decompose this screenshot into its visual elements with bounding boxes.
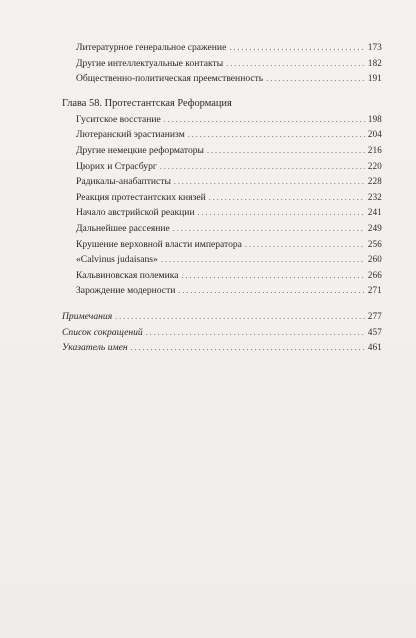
toc-entry-page: 260 <box>367 254 382 265</box>
toc-entry-title: Указатель имен <box>62 342 128 354</box>
toc-entry-title: Примечания <box>62 310 113 322</box>
leader-dots <box>146 325 365 341</box>
toc-entry <box>62 252 382 268</box>
toc-entry <box>62 71 382 87</box>
toc-section-prior-chapter <box>62 40 382 87</box>
leader-dots <box>182 268 365 284</box>
toc-entry <box>62 268 382 284</box>
toc-section-back-matter <box>62 309 382 356</box>
toc-entry-title: Дальнейшее рассеяние <box>76 222 170 234</box>
table-of-contents <box>62 40 382 356</box>
toc-entry-title: Гуситское восстание <box>76 113 161 125</box>
chapter-heading: Глава 58. Протестантская Реформация <box>62 97 232 109</box>
leader-dots <box>209 190 365 206</box>
toc-entry-title: «Calvinus judaisans» <box>76 254 158 266</box>
leader-dots <box>178 283 364 299</box>
toc-entry-title: Другие немецкие реформаторы <box>76 144 205 156</box>
toc-entry-page: 249 <box>367 222 382 233</box>
toc-entry-page: 182 <box>367 57 382 68</box>
toc-entry-page: 220 <box>367 160 382 171</box>
toc-entry-title: Зарождение модерности <box>76 285 176 297</box>
toc-entry-title: Начало австрийской реакции <box>76 207 195 219</box>
leader-dots <box>115 309 365 325</box>
toc-entry-title: Литературное генеральное сражение <box>76 42 227 53</box>
toc-entry <box>62 159 382 175</box>
toc-entry <box>62 112 382 128</box>
leader-dots <box>266 71 365 87</box>
toc-entry-title: Реакция протестантских князей <box>76 191 206 203</box>
toc-entry-title: Общественно-политическая преемственность <box>76 73 264 85</box>
toc-entry-page: 461 <box>367 342 382 353</box>
toc-entry-title: Лютеранский эрастианизм <box>76 129 185 141</box>
toc-entry-page: 266 <box>367 269 382 280</box>
leader-dots <box>160 159 365 175</box>
leader-dots <box>207 143 365 159</box>
toc-entry-title: Цюрих и Страсбург <box>76 160 157 172</box>
leader-dots <box>161 252 365 268</box>
toc-entry <box>62 40 382 56</box>
toc-entry-page: 216 <box>367 144 382 155</box>
leader-dots <box>164 112 365 128</box>
toc-entry-page: 228 <box>367 176 382 187</box>
toc-entry-page: 241 <box>367 207 382 218</box>
leader-dots <box>131 340 365 356</box>
leader-dots <box>226 56 365 72</box>
toc-entry-title: Список сокращений <box>62 326 143 338</box>
leader-dots <box>198 205 365 221</box>
toc-entry <box>62 309 382 325</box>
toc-entry-page: 191 <box>367 73 382 84</box>
leader-dots <box>174 174 365 190</box>
toc-entry-page: 232 <box>367 191 382 202</box>
toc-entry-title: Кальвиновская полемика <box>76 269 179 281</box>
toc-entry <box>62 56 382 72</box>
toc-entry-title: Радикалы-анабаптисты <box>76 176 171 188</box>
toc-entry <box>62 127 382 143</box>
toc-entry-page: 457 <box>367 326 382 337</box>
toc-entry-page: 173 <box>367 42 382 52</box>
toc-entry-title: Другие интеллектуальные контакты <box>76 57 224 69</box>
leader-dots <box>173 221 365 237</box>
toc-entry <box>62 205 382 221</box>
toc-entry-page: 256 <box>367 238 382 249</box>
toc-entry-page: 271 <box>367 285 382 296</box>
toc-entry <box>62 283 382 299</box>
toc-entry-page: 198 <box>367 113 382 124</box>
toc-entry <box>62 143 382 159</box>
toc-entry <box>62 190 382 206</box>
leader-dots <box>188 127 365 143</box>
leader-dots <box>245 237 365 253</box>
toc-entry <box>62 340 382 356</box>
toc-entry-page: 277 <box>367 310 382 321</box>
toc-entry <box>62 325 382 341</box>
toc-entry-page: 204 <box>367 129 382 140</box>
toc-entry-title: Крушение верховной власти императора <box>76 238 242 250</box>
toc-section-chapter-58 <box>62 112 382 299</box>
toc-entry <box>62 237 382 253</box>
section-gap <box>62 299 382 309</box>
toc-entry <box>62 221 382 237</box>
toc-entry <box>62 174 382 190</box>
leader-dots <box>229 40 365 56</box>
